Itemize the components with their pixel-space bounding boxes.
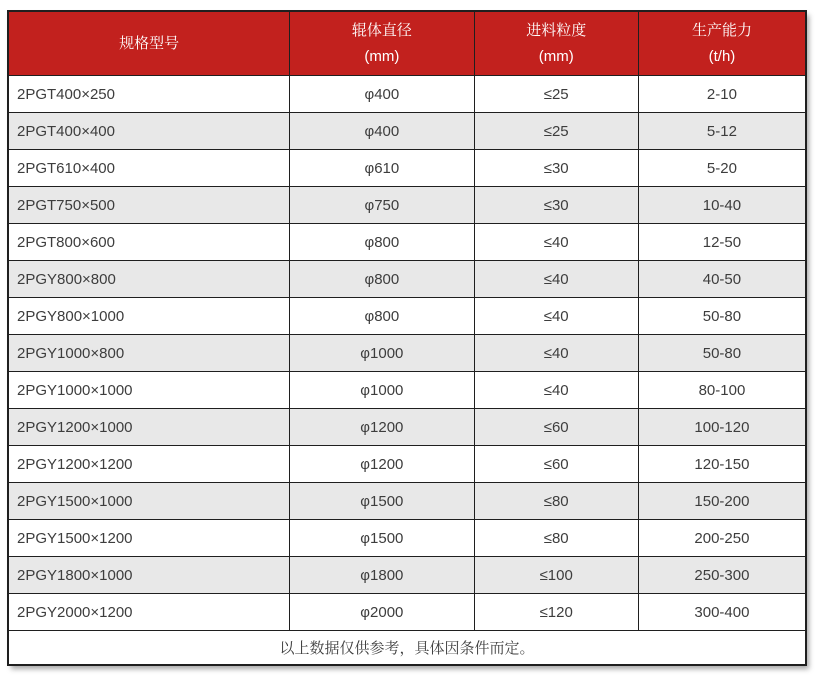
- model-cell: 2PGY1200×1000: [8, 409, 290, 446]
- diameter-cell: φ400: [290, 76, 474, 113]
- table-row: [8, 113, 806, 150]
- header-feed-size-unit: (mm): [538, 47, 574, 65]
- table-row: [8, 372, 806, 409]
- capacity-cell: 40-50: [638, 261, 806, 298]
- diameter-cell: φ1000: [290, 372, 474, 409]
- model-cell: 2PGY1500×1200: [8, 520, 290, 557]
- table-row: [8, 298, 806, 335]
- capacity-cell: 10-40: [638, 187, 806, 224]
- feed-size-cell: ≤120: [474, 594, 638, 631]
- feed-size-cell: ≤100: [474, 557, 638, 594]
- model-cell: 2PGY1000×800: [8, 335, 290, 372]
- capacity-cell: 100-120: [638, 409, 806, 446]
- model-cell: 2PGY2000×1200: [8, 594, 290, 631]
- footnote-cell: 以上数据仅供参考，具体因条件而定。: [8, 631, 806, 666]
- feed-size-cell: ≤40: [474, 335, 638, 372]
- roller-crusher-spec-table: [7, 10, 807, 666]
- model-cell: 2PGY1800×1000: [8, 557, 290, 594]
- diameter-cell: φ800: [290, 298, 474, 335]
- diameter-cell: φ1200: [290, 446, 474, 483]
- capacity-cell: 150-200: [638, 483, 806, 520]
- model-cell: 2PGT400×400: [8, 113, 290, 150]
- table-row: [8, 261, 806, 298]
- feed-size-cell: ≤40: [474, 372, 638, 409]
- header-feed-size-title: 进料粒度: [526, 21, 587, 39]
- capacity-cell: 300-400: [638, 594, 806, 631]
- header-capacity-unit: (t/h): [708, 47, 736, 65]
- table-row: [8, 520, 806, 557]
- table-row: [8, 483, 806, 520]
- feed-size-cell: ≤80: [474, 520, 638, 557]
- table-header: [8, 11, 806, 76]
- capacity-cell: 50-80: [638, 298, 806, 335]
- table-row: [8, 409, 806, 446]
- header-capacity-title: 生产能力: [691, 21, 752, 39]
- feed-size-cell: ≤60: [474, 409, 638, 446]
- header-roller-diameter-title: 辊体直径: [351, 21, 412, 39]
- feed-size-cell: ≤30: [474, 187, 638, 224]
- header-model: [8, 11, 290, 76]
- model-cell: 2PGY800×1000: [8, 298, 290, 335]
- footnote-row: [8, 631, 806, 666]
- capacity-cell: 5-12: [638, 113, 806, 150]
- model-cell: 2PGT400×250: [8, 76, 290, 113]
- table-row: [8, 446, 806, 483]
- feed-size-cell: ≤25: [474, 76, 638, 113]
- feed-size-cell: ≤40: [474, 224, 638, 261]
- header-roller-diameter: [290, 11, 474, 76]
- model-cell: 2PGY1000×1000: [8, 372, 290, 409]
- table-row: [8, 76, 806, 113]
- feed-size-cell: ≤60: [474, 446, 638, 483]
- model-cell: 2PGY1500×1000: [8, 483, 290, 520]
- model-cell: 2PGT750×500: [8, 187, 290, 224]
- table-footer: [8, 631, 806, 666]
- header-feed-size: [474, 11, 638, 76]
- header-row: [8, 11, 806, 76]
- table-row: [8, 594, 806, 631]
- feed-size-cell: ≤40: [474, 261, 638, 298]
- header-capacity: [638, 11, 806, 76]
- diameter-cell: φ1800: [290, 557, 474, 594]
- table-body: [8, 76, 806, 631]
- table-row: [8, 335, 806, 372]
- diameter-cell: φ1200: [290, 409, 474, 446]
- diameter-cell: φ750: [290, 187, 474, 224]
- feed-size-cell: ≤30: [474, 150, 638, 187]
- capacity-cell: 50-80: [638, 335, 806, 372]
- diameter-cell: φ800: [290, 224, 474, 261]
- diameter-cell: φ800: [290, 261, 474, 298]
- feed-size-cell: ≤80: [474, 483, 638, 520]
- capacity-cell: 12-50: [638, 224, 806, 261]
- model-cell: 2PGT610×400: [8, 150, 290, 187]
- capacity-cell: 250-300: [638, 557, 806, 594]
- model-cell: 2PGT800×600: [8, 224, 290, 261]
- diameter-cell: φ1500: [290, 520, 474, 557]
- feed-size-cell: ≤25: [474, 113, 638, 150]
- diameter-cell: φ1000: [290, 335, 474, 372]
- capacity-cell: 200-250: [638, 520, 806, 557]
- feed-size-cell: ≤40: [474, 298, 638, 335]
- header-roller-diameter-unit: (mm): [364, 47, 400, 65]
- table-row: [8, 557, 806, 594]
- table-row: [8, 224, 806, 261]
- diameter-cell: φ400: [290, 113, 474, 150]
- diameter-cell: φ2000: [290, 594, 474, 631]
- header-model-title: 规格型号: [119, 34, 180, 52]
- diameter-cell: φ610: [290, 150, 474, 187]
- model-cell: 2PGY800×800: [8, 261, 290, 298]
- spec-table-container: [7, 10, 807, 666]
- capacity-cell: 120-150: [638, 446, 806, 483]
- model-cell: 2PGY1200×1200: [8, 446, 290, 483]
- capacity-cell: 5-20: [638, 150, 806, 187]
- table-row: [8, 187, 806, 224]
- capacity-cell: 2-10: [638, 76, 806, 113]
- table-row: [8, 150, 806, 187]
- capacity-cell: 80-100: [638, 372, 806, 409]
- diameter-cell: φ1500: [290, 483, 474, 520]
